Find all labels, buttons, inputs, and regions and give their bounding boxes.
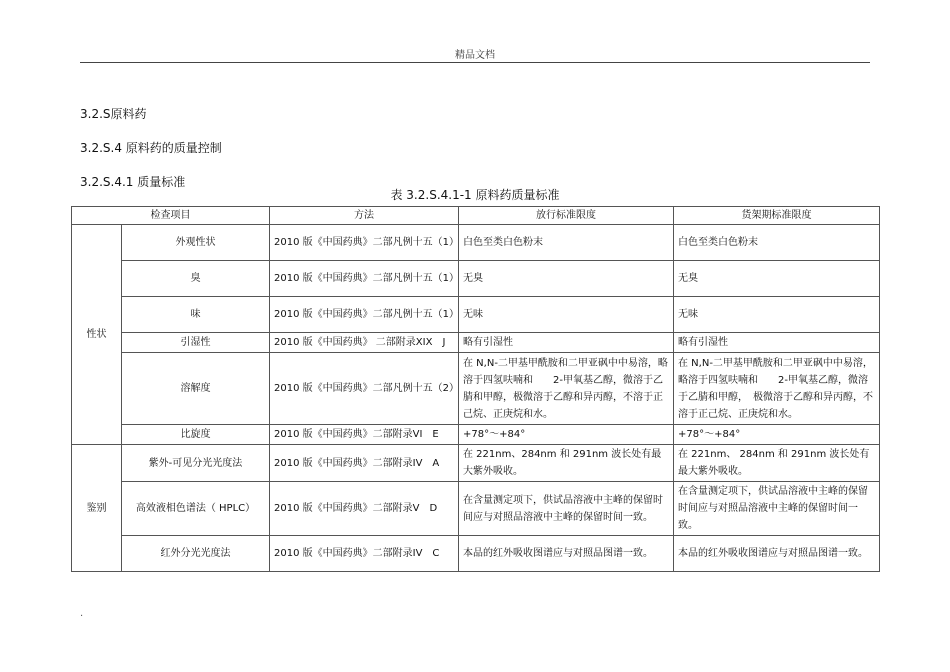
column-header: 货架期标准限度 bbox=[674, 207, 880, 225]
group-label: 性状 bbox=[72, 225, 122, 445]
release-limit-cell: 略有引湿性 bbox=[459, 333, 674, 353]
table-row bbox=[72, 353, 880, 425]
table-header-row bbox=[72, 207, 880, 225]
table-row bbox=[72, 425, 880, 445]
release-limit-cell: 无味 bbox=[459, 297, 674, 333]
table-row bbox=[72, 445, 880, 482]
item-cell: 外观性状 bbox=[122, 225, 270, 261]
shelf-limit-cell: 在 221nm、 284nm 和 291nm 波长处有最大紫外吸收。 bbox=[674, 445, 880, 482]
release-limit-cell: 在含量测定项下，供试品溶液中主峰的保留时间应与对照品溶液中主峰的保留时间一致。 bbox=[459, 482, 674, 536]
table-row bbox=[72, 261, 880, 297]
group-label: 鉴别 bbox=[72, 445, 122, 572]
table-row bbox=[72, 225, 880, 261]
quality-standard-table bbox=[71, 206, 880, 572]
item-cell: 紫外-可见分光光度法 bbox=[122, 445, 270, 482]
item-cell: 红外分光光度法 bbox=[122, 536, 270, 572]
method-cell: 2010 版《中国药典》二部凡例十五（1） bbox=[270, 297, 459, 333]
subsubsection-heading: 3.2.S.4.1 质量标准 bbox=[80, 175, 186, 189]
item-cell: 臭 bbox=[122, 261, 270, 297]
item-cell: 溶解度 bbox=[122, 353, 270, 425]
release-limit-cell: 无臭 bbox=[459, 261, 674, 297]
method-cell: 2010 版《中国药典》 二部附录XIX J bbox=[270, 333, 459, 353]
method-cell: 2010 版《中国药典》二部附录IV C bbox=[270, 536, 459, 572]
table-caption: 表 3.2.S.4.1-1 原料药质量标准 bbox=[390, 188, 560, 202]
release-limit-cell: 白色至类白色粉末 bbox=[459, 225, 674, 261]
item-cell: 味 bbox=[122, 297, 270, 333]
shelf-limit-cell: 在 N,N-二甲基甲酰胺和二甲亚砜中中易溶，略溶于四氢呋喃和 2-甲氧基乙醇，微溶于乙腈和甲醇， 极微溶于乙醇和异丙醇，不溶于正己烷、正庚烷和水。 bbox=[674, 353, 880, 425]
column-header: 检查项目 bbox=[72, 207, 270, 225]
table-row bbox=[72, 536, 880, 572]
table-row bbox=[72, 482, 880, 536]
table-row bbox=[72, 333, 880, 353]
shelf-limit-cell: 无臭 bbox=[674, 261, 880, 297]
method-cell: 2010 版《中国药典》二部附录IV A bbox=[270, 445, 459, 482]
item-cell: 引湿性 bbox=[122, 333, 270, 353]
shelf-limit-cell: 白色至类白色粉末 bbox=[674, 225, 880, 261]
column-header: 放行标准限度 bbox=[459, 207, 674, 225]
shelf-limit-cell: 本品的红外吸收图谱应与对照品图谱一致。 bbox=[674, 536, 880, 572]
shelf-limit-cell: 略有引湿性 bbox=[674, 333, 880, 353]
method-cell: 2010 版《中国药典》二部凡例十五（2） bbox=[270, 353, 459, 425]
method-cell: 2010 版《中国药典》二部凡例十五（1） bbox=[270, 261, 459, 297]
release-limit-cell: 在 221nm、284nm 和 291nm 波长处有最大紫外吸收。 bbox=[459, 445, 674, 482]
method-cell: 2010 版《中国药典》二部凡例十五（1） bbox=[270, 225, 459, 261]
item-cell: 高效液相色谱法（ HPLC） bbox=[122, 482, 270, 536]
table-row bbox=[72, 297, 880, 333]
column-header: 方法 bbox=[270, 207, 459, 225]
method-cell: 2010 版《中国药典》二部附录VI E bbox=[270, 425, 459, 445]
subsection-heading: 3.2.S.4 原料药的质量控制 bbox=[80, 141, 222, 155]
release-limit-cell: +78°～+84° bbox=[459, 425, 674, 445]
release-limit-cell: 本品的红外吸收图谱应与对照品图谱一致。 bbox=[459, 536, 674, 572]
shelf-limit-cell: +78°～+84° bbox=[674, 425, 880, 445]
page-header: 精品文档 bbox=[455, 50, 495, 61]
header-divider bbox=[80, 62, 870, 63]
page-footer-mark: . bbox=[80, 608, 84, 619]
item-cell: 比旋度 bbox=[122, 425, 270, 445]
shelf-limit-cell: 无味 bbox=[674, 297, 880, 333]
method-cell: 2010 版《中国药典》二部附录V D bbox=[270, 482, 459, 536]
section-heading: 3.2.S原料药 bbox=[80, 107, 147, 121]
shelf-limit-cell: 在含量测定项下，供试品溶液中主峰的保留时间应与对照品溶液中主峰的保留时间一致。 bbox=[674, 482, 880, 536]
release-limit-cell: 在 N,N-二甲基甲酰胺和二甲亚砜中中易溶，略溶于四氢呋喃和 2-甲氧基乙醇，微溶于乙腈和甲醇，极微溶于乙醇和异丙醇，不溶于正己烷、正庚烷和水。 bbox=[459, 353, 674, 425]
